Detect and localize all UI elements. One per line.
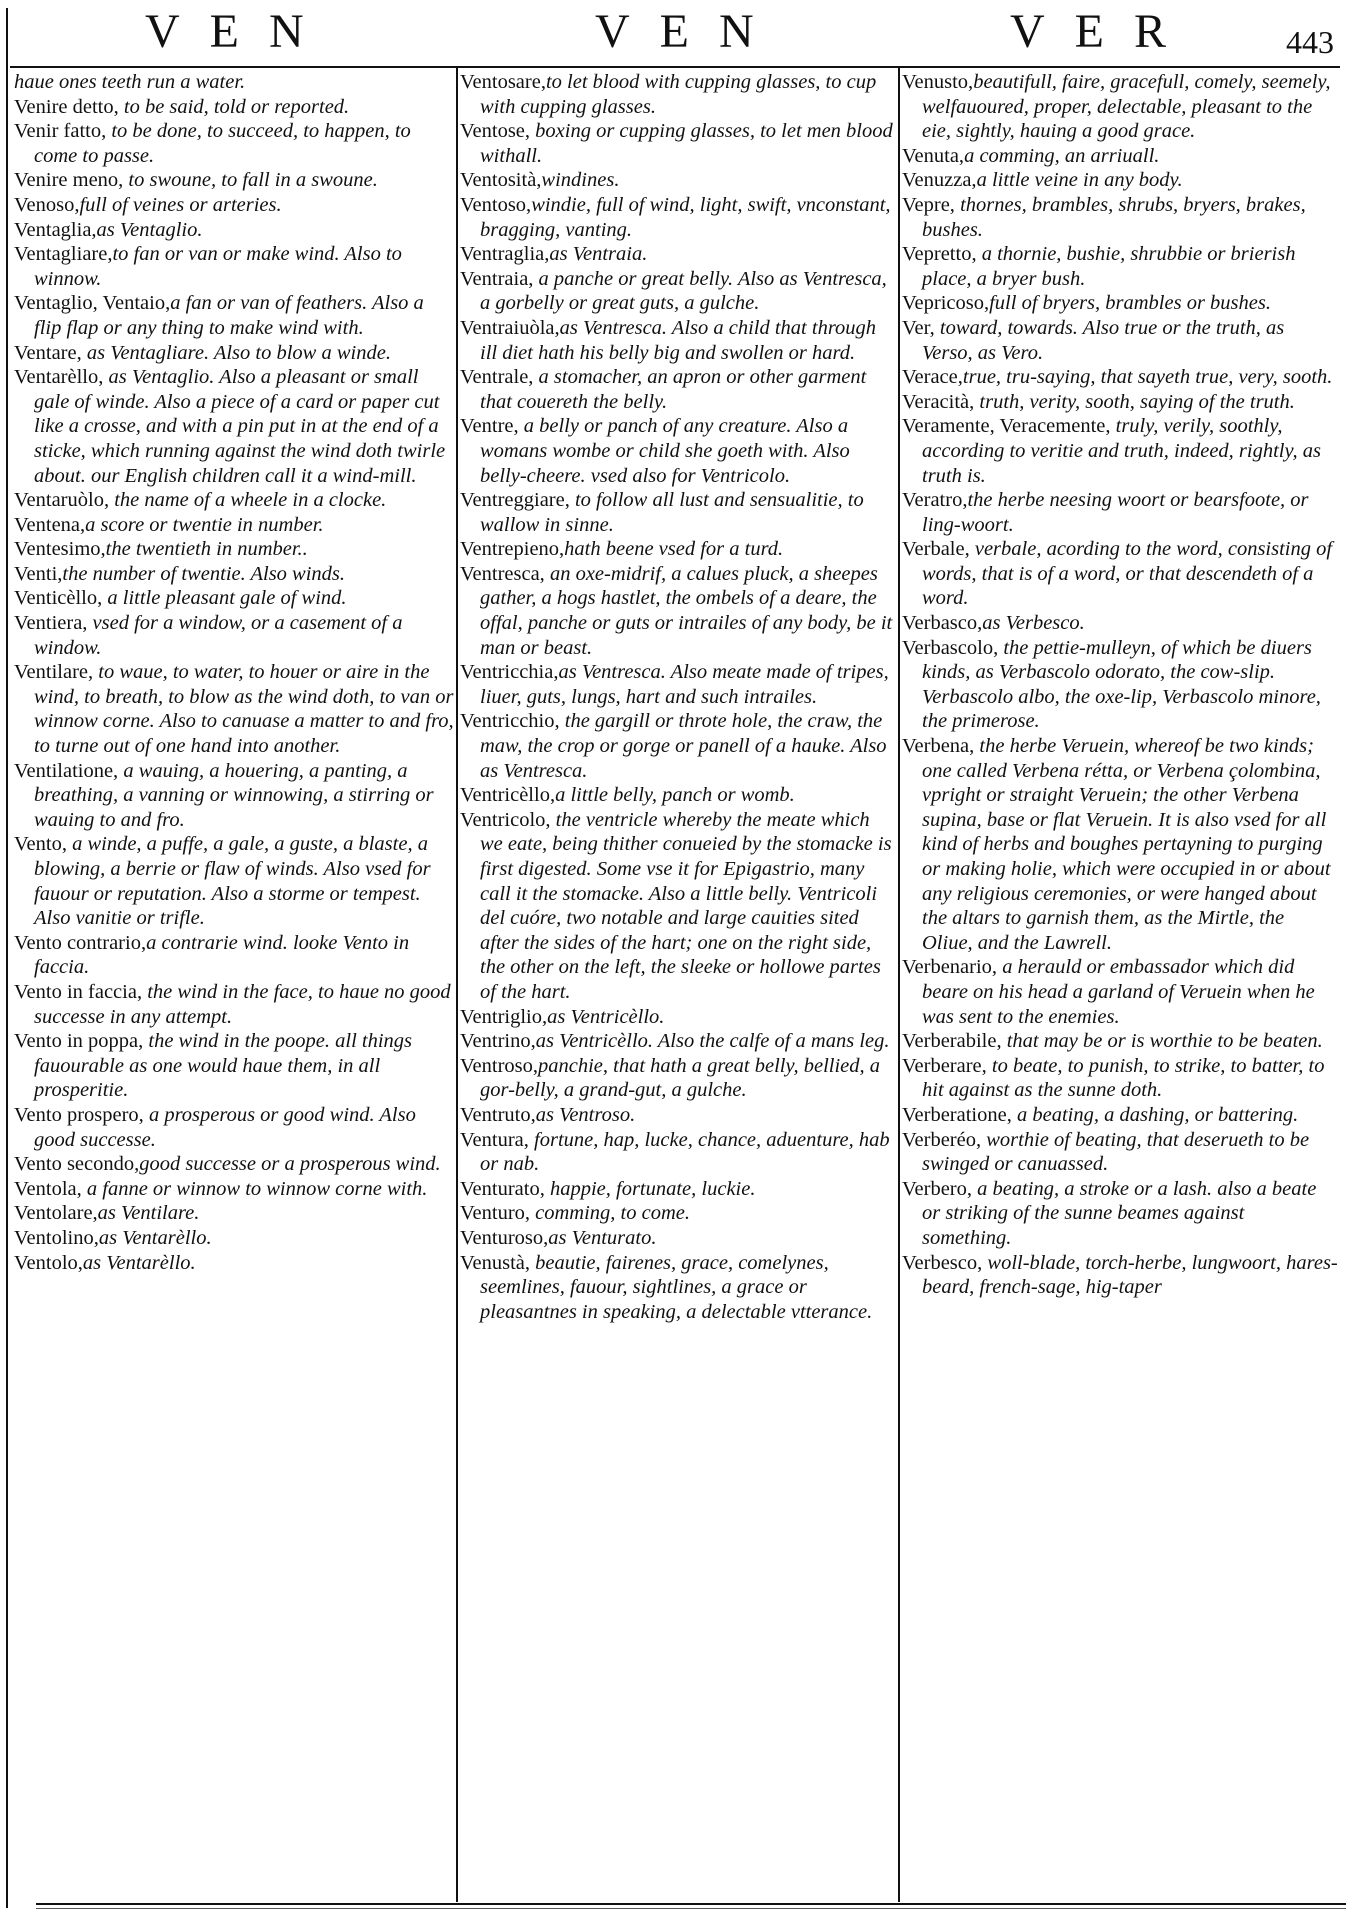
entry-headword: Verbale, (902, 538, 970, 561)
bottom-border-rule-thin (36, 1908, 1346, 1909)
entry-headword: Vento in faccia, (14, 980, 143, 1003)
entry-definition: a little pleasant gale of wind. (102, 587, 347, 610)
entry-definition: the wind in the poope. all things fauourable as one would haue them, in all prosperitie. (34, 1030, 413, 1102)
entry-definition: a herauld or embassador which did beare on his head a garland of Veruein when he was sent to the enemies. (922, 956, 1315, 1028)
column-3 (902, 70, 1338, 1900)
header-right-guideword: VER (1010, 5, 1196, 58)
entry-definition: a beating, a dashing, or battering. (1011, 1103, 1299, 1126)
column-1 (14, 70, 454, 1900)
entry-definition: a contrarie wind. looke Vento in faccia. (34, 931, 410, 979)
entry-headword: Venustà, (460, 1251, 531, 1274)
entry-headword: Ventresca, (460, 562, 545, 585)
dictionary-entry (14, 70, 454, 95)
entry-headword: Verberatione, (902, 1103, 1012, 1126)
entry-headword: Ventre, (460, 415, 519, 438)
entry-headword: Ventena, (14, 513, 86, 536)
dictionary-entry (14, 291, 454, 340)
entry-headword: Ventesimo, (14, 538, 106, 561)
entry-headword: Ventricèllo, (460, 784, 556, 807)
entry-definition: the twentieth in number.. (105, 538, 308, 561)
entry-definition: the ventricle whereby the meate which we eate, being thither conueied by the stomacke is first digested. Some vse it for Epigastrio, many call it the stomacke. Also a little belly. Ventricoli del cuóre, two notable and large cauities sited after the sides of the hart; one on the right side, the other on the left, the sleeke or hollowe partes of the hart. (480, 808, 892, 1003)
dictionary-entry (902, 1054, 1338, 1103)
entry-headword: Ventricchia, (460, 661, 559, 684)
page-number: 443 (1286, 24, 1334, 60)
entry-headword: Venire meno, (14, 169, 124, 192)
entry-definition: a wauing, a houering, a panting, a breathing, a vanning or winnowing, a stirring or wauing to and fro. (34, 759, 434, 831)
entry-definition: worthie of beating, that deserueth to be swinged or canuassed. (922, 1128, 1310, 1176)
entry-definition: verbale, acording to the word, consisting of words, that is of a word, or that descendeth of a word. (922, 538, 1333, 610)
dictionary-entry (14, 980, 454, 1029)
dictionary-entry (14, 586, 454, 611)
entry-headword: Veracità, (902, 390, 975, 413)
entry-headword: Ventroso, (460, 1054, 539, 1077)
entry-headword: Vepre, (902, 193, 955, 216)
dictionary-entry (460, 537, 896, 562)
dictionary-entry (14, 513, 454, 538)
dictionary-entry (14, 341, 454, 366)
dictionary-entry (902, 1103, 1338, 1128)
entry-headword: Venturo, (460, 1202, 531, 1225)
entry-definition: beautie, fairenes, grace, comelynes, seemlines, fauour, sightlines, a grace or pleasantnes in speaking, a delectable vtterance. (480, 1251, 873, 1323)
entry-headword: Verberare, (902, 1054, 987, 1077)
dictionary-entry (902, 144, 1338, 169)
entry-definition: good successe or a prosperous wind. (139, 1153, 441, 1176)
dictionary-entry (14, 832, 454, 930)
entry-headword: Verbesco, (902, 1251, 983, 1274)
dictionary-entry (14, 759, 454, 833)
dictionary-entry (14, 1251, 454, 1276)
entry-headword: Venuzza, (902, 169, 977, 192)
dictionary-entry (460, 783, 896, 808)
entry-headword: Ver, (902, 316, 935, 339)
dictionary-entry (902, 611, 1338, 636)
entry-definition: as Ventresca. Also a child that through ill diet hath his belly big and swollen or hard. (480, 316, 877, 364)
entry-definition: a little veine in any body. (976, 169, 1183, 192)
dictionary-entry (902, 414, 1338, 488)
dictionary-entry (460, 1054, 896, 1103)
entry-definition: the pettie-mulleyn, of which be diuers kinds, as Verbascolo odorato, the cow-slip. Verbascolo albo, the oxe-lip, Verbascolo minore, the primerose. (922, 636, 1321, 733)
entry-headword: Ventruto, (460, 1103, 536, 1126)
dictionary-entry (460, 562, 896, 660)
entry-headword: Ventrino, (460, 1030, 536, 1053)
entry-definition: woll-blade, torch-herbe, lungwoort, hares-beard, french-sage, hig-taper (922, 1251, 1338, 1299)
entry-definition: truly, verily, soothly, according to veritie and truth, indeed, rightly, as truth is. (922, 415, 1321, 487)
dictionary-entry (902, 316, 1338, 365)
dictionary-entry (902, 168, 1338, 193)
entry-headword: Vento, (14, 833, 67, 856)
entry-headword: Ventose, (460, 120, 531, 143)
entry-headword: Verace, (902, 366, 963, 389)
entry-definition: the wind in the face, to haue no good successe in any attempt. (34, 980, 451, 1028)
dictionary-entry (460, 709, 896, 783)
dictionary-entry (460, 1251, 896, 1325)
entry-headword: Ventricchio, (460, 710, 560, 733)
dictionary-entry (460, 1201, 896, 1226)
entry-headword: Veramente, Veracemente, (902, 415, 1111, 438)
entry-headword: Venire detto, (14, 95, 119, 118)
entry-headword: Ventreggiare, (460, 489, 570, 512)
entry-headword: Vento secondo, (14, 1153, 140, 1176)
dictionary-entry (460, 1128, 896, 1177)
dictionary-entry (460, 316, 896, 365)
entry-definition: to be said, told or reported. (118, 95, 350, 118)
entry-definition: windines. (541, 169, 620, 192)
entry-headword: Ventilare, (14, 661, 94, 684)
dictionary-entry (902, 1029, 1338, 1054)
header-middle-guideword: VEN (595, 5, 784, 58)
entry-definition: as Ventarèllo. (82, 1251, 196, 1274)
dictionary-entry (902, 242, 1338, 291)
entry-definition: as Ventilare. (97, 1202, 200, 1225)
entry-headword: Vento prospero, (14, 1103, 144, 1126)
entry-headword: Vento in poppa, (14, 1030, 144, 1053)
column-2 (460, 70, 896, 1900)
dictionary-entry (14, 168, 454, 193)
entry-headword: Ventraia, (460, 267, 534, 290)
dictionary-entry (902, 193, 1338, 242)
entry-definition: true, tru-saying, that sayeth true, very, sooth. (962, 366, 1333, 389)
entry-headword: Ventura, (460, 1128, 529, 1151)
entry-headword: Vepretto, (902, 243, 977, 266)
dictionary-entry (460, 193, 896, 242)
entry-definition: as Ventresca. Also meate made of tripes, liuer, guts, lungs, hart and such intrailes. (480, 661, 889, 708)
entry-definition: to fan or van or make wind. Also to winnow. (34, 243, 402, 290)
dictionary-entry (14, 242, 454, 291)
entry-definition: to swoune, to fall in a swoune. (123, 169, 378, 192)
dictionary-entry (460, 365, 896, 414)
dictionary-entry (460, 808, 896, 1005)
entry-definition: a thornie, bushie, shrubbie or brierish place, a bryer bush. (922, 243, 1296, 290)
dictionary-entry (14, 611, 454, 660)
entry-definition: a belly or panch of any creature. Also a womans wombe or child she goeth with. Also belly-cheere. vsed also for Ventricolo. (480, 415, 850, 487)
entry-definition: thornes, brambles, shrubs, bryers, brakes, bushes. (922, 193, 1306, 241)
entry-definition: a fanne or winnow to winnow corne with. (81, 1177, 428, 1200)
dictionary-entry (902, 365, 1338, 390)
entry-headword: Venir fatto, (14, 120, 107, 143)
entry-headword: Ventraiuòla, (460, 316, 560, 339)
entry-definition: panchie, that hath a great belly, bellied, a gor-belly, a grand-gut, a gulche. (480, 1054, 880, 1102)
header-rule (10, 66, 1340, 68)
entry-definition: haue ones teeth run a water. (14, 71, 246, 93)
dictionary-entry (460, 488, 896, 537)
entry-headword: Verbero, (902, 1177, 973, 1200)
dictionary-entry (14, 365, 454, 488)
entry-definition: the gargill or throte hole, the craw, the maw, the crop or gorge or panell of a hauke. Also as Ventresca. (480, 710, 887, 782)
dictionary-entry (14, 1226, 454, 1251)
entry-definition: a winde, a puffe, a gale, a guste, a blaste, a blowing, a berrie or flaw of winds. Also vsed for fauour or reputation. Also a storme or tempest. Also vanitie or trifle. (34, 833, 431, 930)
running-header (10, 4, 1340, 70)
header-left-guideword: VEN (145, 5, 334, 58)
dictionary-entry (902, 390, 1338, 415)
entry-definition: as Ventaglio. Also a pleasant or small gale of winde. Also a piece of a card or paper cut like a crosse, and with a pin put in at the end of a sticke, which running against the wind doth twirle about. our English children call it a wind-mill. (34, 366, 446, 487)
dictionary-entry (14, 1152, 454, 1177)
entry-headword: Ventaglia, (14, 218, 97, 241)
entry-headword: Verbasco, (902, 612, 983, 635)
entry-definition: a panche or great belly. Also as Ventresca, a gorbelly or great guts, a gulche. (480, 267, 887, 315)
dictionary-entry (14, 95, 454, 120)
dictionary-entry (14, 931, 454, 980)
entry-definition: as Venturato. (548, 1226, 657, 1249)
dictionary-entry (902, 1177, 1338, 1251)
dictionary-entry (460, 119, 896, 168)
dictionary-entry (902, 636, 1338, 734)
column-divider-2 (898, 68, 900, 1902)
entry-definition: as Verbesco. (982, 612, 1085, 635)
dictionary-entry (14, 1103, 454, 1152)
entry-headword: Venoso, (14, 193, 80, 216)
dictionary-entry (14, 218, 454, 243)
entry-definition: a beating, a stroke or a lash. also a beate or striking of the sunne beames against something. (922, 1177, 1317, 1249)
entry-definition: happie, fortunate, luckie. (544, 1177, 756, 1200)
entry-definition: an oxe-midrif, a calues pluck, a sheepes gather, a hogs hastlet, the ombels of a deare, the offal, panche or guts or intrailes of any body, be it man or beast. (480, 562, 893, 659)
dictionary-entry (460, 1005, 896, 1030)
entry-headword: Ventola, (14, 1177, 82, 1200)
entry-definition: the name of a wheele in a clocke. (109, 489, 387, 512)
bottom-border-rule (36, 1903, 1346, 1905)
dictionary-entry (460, 267, 896, 316)
entry-headword: Venturoso, (460, 1226, 549, 1249)
entry-definition: to follow all lust and sensualitie, to wallow in sinne. (480, 489, 864, 536)
entry-headword: Verberéo, (902, 1128, 982, 1151)
dictionary-entry (460, 1103, 896, 1128)
dictionary-entry (14, 537, 454, 562)
entry-definition: a little belly, panch or womb. (555, 784, 795, 807)
entry-definition: to beate, to punish, to strike, to batter, to hit against as the sunne doth. (922, 1054, 1325, 1102)
entry-definition: as Ventaglio. (96, 218, 203, 241)
entry-headword: Venticèllo, (14, 587, 103, 610)
entry-headword: Ventolare, (14, 1202, 98, 1225)
entry-headword: Ventoso, (460, 193, 532, 216)
entry-headword: Ventare, (14, 341, 82, 364)
entry-definition: as Ventricèllo. Also the calfe of a mans leg. (535, 1030, 890, 1053)
dictionary-entry (902, 70, 1338, 144)
entry-definition: a score or twentie in number. (85, 513, 324, 536)
dictionary-entry (460, 414, 896, 488)
entry-definition: truth, verity, sooth, saying of the truth. (974, 390, 1295, 413)
dictionary-entry (902, 1251, 1338, 1300)
entry-headword: Venturato, (460, 1177, 545, 1200)
entry-headword: Vepricoso, (902, 292, 990, 315)
entry-headword: Ventosità, (460, 169, 542, 192)
entry-definition: beautifull, faire, gracefull, comely, seemely, welfauoured, proper, delectable, pleasant to the eie, sightly, hauing a good grace. (922, 71, 1331, 143)
entry-definition: the herbe neesing woort or bearsfoote, or ling-woort. (922, 489, 1309, 536)
entry-headword: Ventagliare, (14, 243, 113, 266)
column-divider-1 (456, 68, 458, 1902)
entry-headword: Ventilatione, (14, 759, 119, 782)
entry-headword: Vento contrario, (14, 931, 147, 954)
entry-definition: as Ventagliare. Also to blow a winde. (81, 341, 391, 364)
entry-definition: hath beene vsed for a turd. (564, 538, 784, 561)
entry-definition: a prosperous or good wind. Also good successe. (34, 1103, 416, 1151)
dictionary-entry (460, 660, 896, 709)
dictionary-entry (460, 168, 896, 193)
left-border-rule (6, 8, 8, 1908)
dictionary-entry (902, 1128, 1338, 1177)
entry-headword: Venusto, (902, 71, 974, 93)
entry-headword: Ventarèllo, (14, 366, 104, 389)
entry-headword: Ventaglio, Ventaio, (14, 292, 171, 315)
entry-headword: Ventaruòlo, (14, 489, 110, 512)
entry-headword: Ventosare, (460, 71, 546, 93)
dictionary-entry (14, 119, 454, 168)
entry-definition: as Ventricèllo. (547, 1005, 665, 1028)
dictionary-entry (14, 660, 454, 758)
entry-headword: Veratro, (902, 489, 968, 512)
dictionary-entry (902, 488, 1338, 537)
dictionary-entry (902, 734, 1338, 955)
entry-headword: Verbascolo, (902, 636, 999, 659)
entry-definition: as Ventroso. (535, 1103, 636, 1126)
entry-headword: Ventiera, (14, 612, 88, 635)
entry-definition: a fan or van of feathers. Also a flip flap or any thing to make wind with. (34, 292, 424, 339)
dictionary-entry (460, 1226, 896, 1251)
entry-definition: that may be or is worthie to be beaten. (1001, 1030, 1323, 1053)
entry-definition: full of bryers, brambles or bushes. (989, 292, 1271, 315)
dictionary-entry (460, 1177, 896, 1202)
dictionary-entry (460, 1029, 896, 1054)
dictionary-entry (14, 1029, 454, 1103)
dictionary-entry (902, 537, 1338, 611)
entry-definition: vsed for a window, or a casement of a window. (34, 612, 403, 659)
entry-definition: to let blood with cupping glasses, to cup with cupping glasses. (480, 71, 877, 118)
dictionary-entry (460, 242, 896, 267)
entry-headword: Verbena, (902, 735, 975, 758)
entry-headword: Verbenario, (902, 956, 998, 979)
entry-headword: Ventriglio, (460, 1005, 548, 1028)
entry-definition: to be done, to succeed, to happen, to come to passe. (34, 120, 411, 167)
entry-headword: Ventrale, (460, 366, 534, 389)
entry-definition: as Ventarèllo. (98, 1226, 212, 1249)
entry-definition: windie, full of wind, light, swift, vnconstant, bragging, vanting. (480, 193, 891, 241)
entry-headword: Venuta, (902, 144, 965, 167)
dictionary-entry (14, 1201, 454, 1226)
entry-headword: Ventricolo, (460, 808, 551, 831)
entry-definition: full of veines or arteries. (79, 193, 282, 216)
entry-definition: the number of twentie. Also winds. (62, 562, 346, 585)
dictionary-entry (460, 70, 896, 119)
entry-definition: fortune, hap, lucke, chance, aduenture, hab or nab. (480, 1128, 890, 1176)
dictionary-entry (902, 955, 1338, 1029)
entry-headword: Ventraglia, (460, 243, 550, 266)
dictionary-entry (14, 488, 454, 513)
entry-definition: toward, towards. Also true or the truth, as Verso, as Vero. (922, 316, 1285, 364)
dictionary-entry (902, 291, 1338, 316)
entry-headword: Ventrepieno, (460, 538, 565, 561)
dictionary-entry (14, 562, 454, 587)
entry-definition: comming, to come. (530, 1202, 691, 1225)
dictionary-entry (14, 193, 454, 218)
dictionary-entry (14, 1177, 454, 1202)
entry-headword: Ventolino, (14, 1226, 99, 1249)
entry-definition: the herbe Veruein, whereof be two kinds; one called Verbena rétta, or Verbena çolombina, vpright or straight Veruein; the other Verbena supina, base or flat Veruein. It is also vsed for all kind of herbs and boughes pertayning to purging or making holie, which were occupied in or about any religious ceremonies, or were hanged about the altars to garnish them, as the Mirtle, the Oliue, and the Lawrell. (922, 735, 1331, 954)
entry-definition: boxing or cupping glasses, to let men blood withall. (480, 120, 893, 167)
entry-headword: Venti, (14, 562, 63, 585)
entry-definition: as Ventraia. (549, 243, 648, 266)
entry-headword: Ventolo, (14, 1251, 83, 1274)
entry-definition: a comming, an arriuall. (964, 144, 1160, 167)
entry-headword: Verberabile, (902, 1030, 1002, 1053)
entry-definition: to waue, to water, to houer or aire in the wind, to breath, to blow as the wind doth, to van or winnow corne. Also to canuase a matter to and fro, to turne out of one hand into another. (34, 661, 454, 758)
entry-definition: a stomacher, an apron or other garment that couereth the belly. (480, 366, 867, 413)
